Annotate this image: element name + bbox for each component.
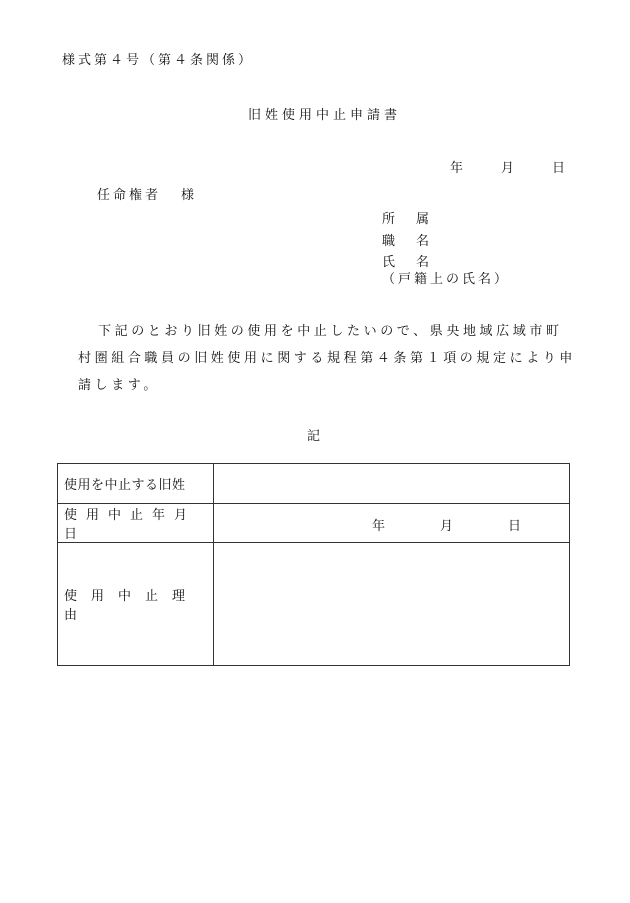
applicant-name-label: 氏名 — [382, 255, 451, 270]
document-title: 旧姓使用中止申請書 — [248, 108, 402, 123]
stop-date-day-label: 日 — [508, 519, 522, 534]
date-year-label: 年 — [450, 161, 464, 176]
stop-date-label: 使用中止年月日 — [58, 504, 214, 543]
stop-reason-label: 使用中止理由 — [58, 543, 214, 666]
applicant-registry-note: （戸籍上の氏名） — [382, 272, 511, 287]
table-row-stop-date — [58, 504, 570, 543]
addressee-name: 任命権者 — [97, 188, 162, 203]
applicant-position-label: 職名 — [382, 234, 451, 249]
addressee-honorific: 様 — [181, 188, 195, 203]
application-table — [57, 463, 570, 666]
form-number: 様式第４号（第４条関係） — [62, 53, 255, 68]
date-day-label: 日 — [552, 161, 566, 176]
application-body-text: 下記のとおり旧姓の使用を中止したいので、県央地域広域市町村圏組合職員の旧姓使用に関する規程第４条第１項の規定により申請します。 — [78, 324, 577, 393]
stop-reason-value[interactable] — [214, 543, 570, 666]
old-surname-value[interactable] — [214, 464, 570, 504]
applicant-affiliation-label: 所属 — [382, 212, 451, 227]
stop-date-month-label: 月 — [440, 519, 454, 534]
stop-date-value[interactable] — [214, 504, 570, 543]
table-row-stop-reason — [58, 543, 570, 666]
stop-date-year-label: 年 — [372, 519, 386, 534]
old-surname-label: 使用を中止する旧姓 — [58, 464, 214, 504]
ki-heading: 記 — [307, 429, 321, 444]
table-row-old-surname — [58, 464, 570, 504]
date-month-label: 月 — [501, 161, 515, 176]
